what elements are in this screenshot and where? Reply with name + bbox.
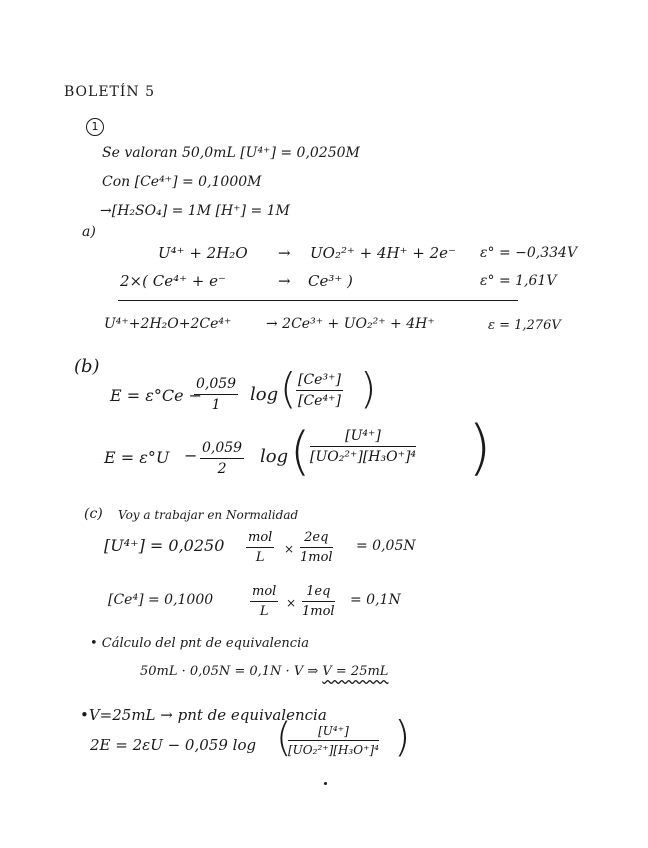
u-f2-den: 1mol bbox=[300, 550, 333, 565]
exercise-number: 1 bbox=[86, 118, 104, 136]
reaction-1-e0: ε° = −0,334V bbox=[480, 245, 578, 261]
open-paren: ( bbox=[276, 715, 292, 761]
nernst-ce-coef-den: 1 bbox=[211, 397, 221, 413]
u-f1-num: mol bbox=[246, 530, 274, 548]
reaction-1-arrow: → bbox=[278, 244, 291, 262]
nernst-ce-coefficient bbox=[194, 376, 238, 413]
nernst-u-log: log bbox=[260, 446, 289, 467]
u-f2-num: 2eq bbox=[300, 530, 333, 548]
total-reaction-left: U⁴⁺+2H₂O+2Ce⁴⁺ bbox=[104, 316, 232, 332]
reaction-2-e0: ε° = 1,61V bbox=[480, 273, 557, 289]
open-paren: ( bbox=[290, 422, 311, 482]
final-equation-fraction bbox=[288, 724, 379, 757]
equivalence-calculation bbox=[140, 664, 388, 679]
ce-fraction-mol-l bbox=[250, 584, 278, 619]
close-paren: ) bbox=[394, 712, 411, 761]
ce-f1-num: mol bbox=[250, 584, 278, 602]
reaction-2-left: 2×( Ce⁴⁺ + e⁻ bbox=[120, 272, 226, 290]
nernst-u-coef-den: 2 bbox=[217, 461, 227, 477]
ce-fraction-eq-mol bbox=[302, 584, 335, 619]
ce-f2-num: 1eq bbox=[302, 584, 335, 602]
equivalence-calc-text: 50mL · 0,05N = 0,1N · V ⇒ bbox=[140, 664, 323, 679]
ex1-line-2: Con [Ce⁴⁺] = 0,1000M bbox=[102, 174, 262, 190]
total-reaction-right: → 2Ce³⁺ + UO₂²⁺ + 4H⁺ bbox=[266, 316, 435, 332]
nernst-u-den: [UO₂²⁺][H₃O⁺]⁴ bbox=[310, 449, 417, 465]
nernst-ce-fraction bbox=[296, 372, 343, 409]
times-sign: × bbox=[286, 596, 297, 610]
reaction-1-right: UO₂²⁺ + 4H⁺ + 2e⁻ bbox=[310, 244, 456, 262]
u-normality-lhs: [U⁴⁺] = 0,0250 bbox=[104, 536, 225, 555]
nernst-ce-log: log bbox=[250, 384, 279, 405]
ce-normality-result: = 0,1N bbox=[350, 592, 401, 608]
final-den: [UO₂²⁺][H₃O⁺]⁴ bbox=[288, 743, 379, 757]
part-c-label: (c) bbox=[84, 506, 103, 522]
ce-normality-lhs: [Ce⁴] = 0,1000 bbox=[108, 592, 214, 608]
reaction-2-arrow: → bbox=[278, 272, 291, 290]
nernst-u-coefficient bbox=[200, 440, 244, 477]
page-title: BOLETÍN 5 bbox=[64, 84, 156, 100]
bullet-equivalence-calc: • Cálculo del pnt de equivalencia bbox=[90, 636, 309, 651]
bullet-equivalence-point: •V=25mL → pnt de equivalencia bbox=[80, 706, 327, 724]
ce-f2-den: 1mol bbox=[302, 604, 335, 619]
nernst-u-fraction bbox=[310, 428, 416, 465]
times-sign: × bbox=[284, 542, 295, 556]
u-fraction-eq-mol bbox=[300, 530, 333, 565]
open-paren: ( bbox=[280, 364, 297, 413]
nernst-ce-den: [Ce⁴⁺] bbox=[298, 393, 341, 409]
equivalence-volume-result: V = 25mL bbox=[322, 664, 389, 679]
u-normality-result: = 0,05N bbox=[356, 538, 416, 554]
nernst-u-minus: − bbox=[184, 446, 198, 465]
ex1-line-1: Se valoran 50,0mL [U⁴⁺] = 0,0250M bbox=[102, 145, 360, 161]
close-paren: ) bbox=[360, 364, 377, 413]
nernst-u-lhs: E = ε°U bbox=[104, 448, 170, 467]
nernst-ce-coef-num: 0,059 bbox=[194, 376, 238, 395]
part-b-label: (b) bbox=[74, 356, 100, 377]
ce-f1-den: L bbox=[259, 604, 269, 619]
nernst-u-num: [U⁴⁺] bbox=[310, 428, 416, 447]
close-paren: ) bbox=[468, 413, 492, 483]
final-equation-lhs: 2E = 2εU − 0,059 log bbox=[90, 736, 257, 754]
stray-dot bbox=[324, 782, 327, 785]
total-reaction-potential: ε = 1,276V bbox=[488, 318, 561, 333]
sum-divider-line bbox=[118, 300, 518, 301]
u-f1-den: L bbox=[255, 550, 265, 565]
nernst-ce-num: [Ce³⁺] bbox=[296, 372, 343, 391]
part-a-label: a) bbox=[82, 224, 96, 240]
part-c-intro: Voy a trabajar en Normalidad bbox=[118, 508, 299, 522]
reaction-2-right: Ce³⁺ ) bbox=[308, 272, 353, 290]
nernst-ce-lhs: E = ε°Ce − bbox=[110, 386, 203, 405]
ex1-line-3: →[H₂SO₄] = 1M [H⁺] = 1M bbox=[100, 203, 290, 219]
reaction-1-left: U⁴⁺ + 2H₂O bbox=[158, 244, 248, 262]
final-num: [U⁴⁺] bbox=[288, 724, 379, 741]
nernst-u-coef-num: 0,059 bbox=[200, 440, 244, 459]
u-fraction-mol-l bbox=[246, 530, 274, 565]
